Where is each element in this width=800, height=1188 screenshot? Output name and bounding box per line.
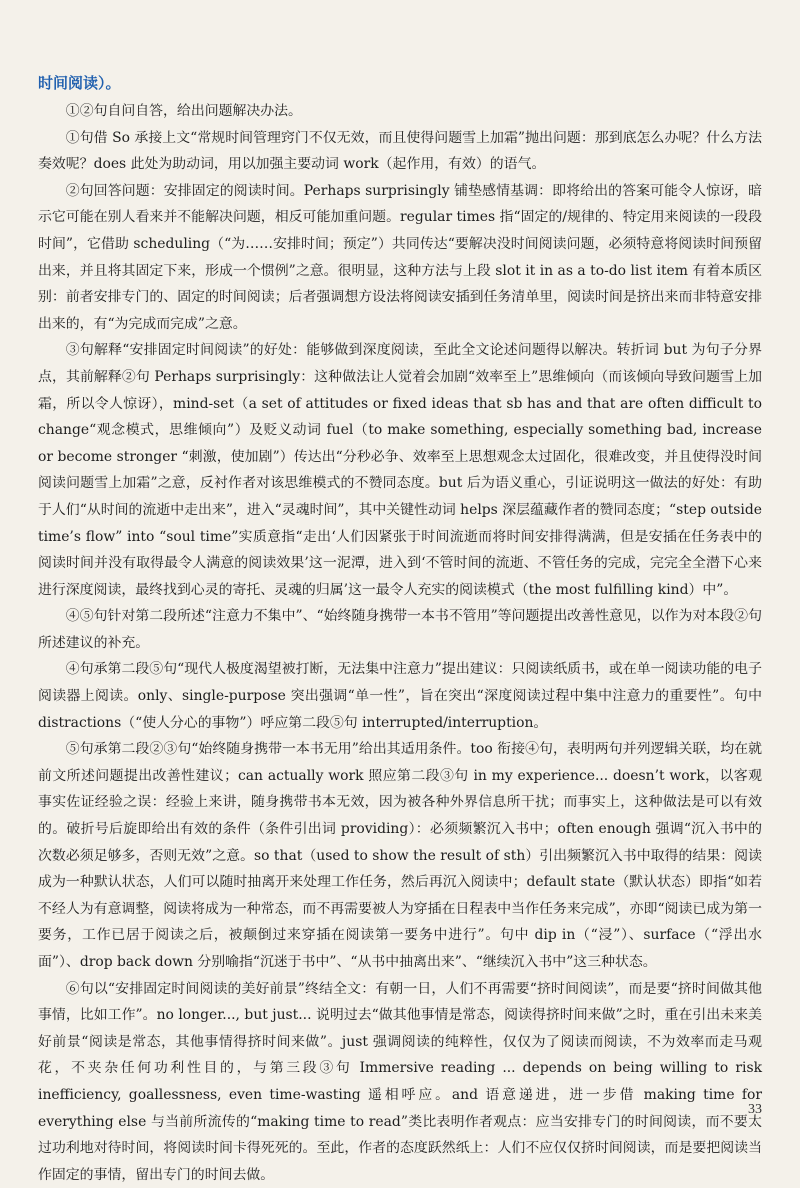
page	[38, 0, 762, 1183]
paragraph-7: ⑤句承第二段②③句“始终随身携带一本书无用”给出其适用条件。too 衔接④句，表明两句并列逻辑关联，均在就前文所述问题提出改善性建议；can actually work 照应第二段③句 in my experience... doesn’t work，以客观事实佐证经验之误：经验上来讲，随身携带书本无效，因为被各种外界信息所干扰；而事实上，这种做法是可以有效的。破折号后旋即给出有效的条件（条件引出词 providing）：必须频繁沉入书中；often enough 强调“沉入书中的次数必须足够多，否则无效”之意。so that（used to show the result of sth）引出频繁沉入书中取得的结果：阅读成为一种默认状态，人们可以随时抽离开来处理工作任务，然后再沉入阅读中；default state（默认状态）即指“如若不经人为有意调整，阅读将成为一种常态，而不再需要被人为穿插在日程表中当作任务来完成”，亦即“阅读已成为第一要务，工作已居于阅读之后，被颠倒过来穿插在阅读第一要务中进行”。句中 dip in（“浸”）、surface（“浮出水面”）、drop back down 分别喻指“沉迷于书中”、“从书中抽离出来”、“继续沉入书中”这三种状态。	[38, 741, 762, 970]
body-text	[38, 98, 762, 1188]
paragraph-5: ④⑤句针对第二段所述“注意力不集中”、“始终随身携带一本书不管用”等问题提出改善性意见，以作为对本段②句所述建议的补充。	[38, 608, 762, 651]
paragraph-8: ⑥句以“安排固定时间阅读的美好前景”终结全文：有朝一日，人们不再需要“挤时间阅读”，而是要“挤时间做其他事情，比如工作”。no longer..., but just... 说明过去“做其他事情是常态，阅读得挤时间来做”之时，重在引出未来美好前景“阅读是常态，其他事情得挤时间来做”。just 强调阅读的纯粹性，仅仅为了阅读而阅读，不为效率而走马观花，不夹杂任何功利性目的，与第三段③句 Immersive reading ... depends on being willing to risk inefficiency, goallessness, even time-wasting 遥相呼应。and 语意递进，进一步借 making time for everything else 与当前所流传的“making time to read”类比表明作者观点：应当安排专门的时间阅读，而不要太过功利地对待时间，将阅读时间卡得死死的。至此，作者的态度跃然纸上：人们不应仅仅挤时间阅读，而是要把阅读当作固定的事情，留出专门的时间去做。	[38, 980, 762, 1183]
section-heading-tail: 时间阅读）。	[38, 74, 121, 92]
paragraph-1: ①②句自问自答，给出问题解决办法。	[65, 103, 302, 119]
paragraph-6: ④句承第二段⑤句“现代人极度渴望被打断，无法集中注意力”提出建议：只阅读纸质书，或在单一阅读功能的电子阅读器上阅读。only、single-purpose 突出强调“单一性”，旨在突出“深度阅读过程中集中注意力的重要性”。句中 distractions（“使人分心的事物”）呼应第二段⑤句 interrupted/interruption。	[38, 661, 762, 731]
paragraph-4: ③句解释“安排固定时间阅读”的好处：能够做到深度阅读，至此全文论述问题得以解决。转折词 but 为句子分界点，其前解释②句 Perhaps surprisingly：这种做法让人觉着会加剧“效率至上”思维倾向（而该倾向导致问题雪上加霜，所以令人惊讶），mind-set（a set of attitudes or fixed ideas that sb has and that are often difficult to change“观念模式，思维倾向”）及贬义动词 fuel（to make something, especially something bad, increase or become stronger “刺激，使加剧”）传达出“分秒必争、效率至上思想观念太过固化，很难改变，并且使得没时间阅读问题雪上加霜”之意，反衬作者对该思维模式的不赞同态度。but 后为语义重心，引证说明这一做法的好处：有助于人们“从时间的流逝中走出来”，进入“灵魂时间”，其中关键性动词 helps 深层蕴藏作者的赞同态度；“step outside time’s flow” into “soul time”实质意指“走出‘人们因紧张于时间流逝而将时间安排得满满，但是安插在任务表中的阅读时间并没有取得最令人满意的阅读效果’这一泥潭，进入到‘不管时间的流逝、不管任务的完成，完完全全潜下心来进行深度阅读，最终找到心灵的寄托、灵魂的归属’这一最令人充实的阅读模式（the most fulfilling kind）中”。	[38, 342, 762, 598]
paragraph-2: ①句借 So 承接上文“常规时间管理窍门不仅无效，而且使得问题雪上加霜”抛出问题：那到底怎么办呢？什么方法奏效呢？does 此处为助动词，用以加强主要动词 work（起作用，有效）的语气。	[38, 129, 762, 173]
paragraph-3: ②句回答问题：安排固定的阅读时间。Perhaps surprisingly 铺垫感情基调：即将给出的答案可能令人惊讶，暗示它可能在别人看来并不能解决问题，相反可能加重问题。regular times 指“固定的/规律的、特定用来阅读的一段段时间”，它借助 scheduling（“为……安排时间；预定”）共同传达“要解决没时间阅读问题，必须特意将阅读时间预留出来，并且将其固定下来，形成一个惯例”之意。很明显，这种方法与上段 slot it in as a to-do list item 有着本质区别：前者安排专门的、固定的时间阅读；后者强调想方设法将阅读安插到任务清单里，阅读时间是挤出来而非特意安排出来的，有“为完成而完成”之意。	[38, 182, 762, 332]
page-number: 33	[748, 1102, 762, 1117]
